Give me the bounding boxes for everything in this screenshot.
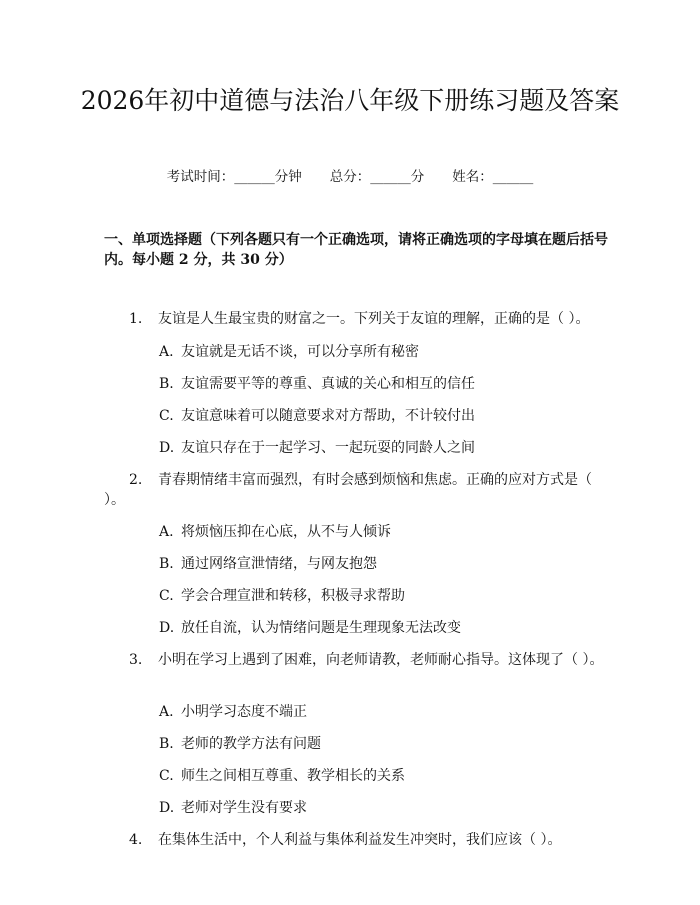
- total-score-unit: 分: [410, 169, 425, 185]
- question-stem: 青春期情绪丰富而强烈，有时会感到烦恼和焦虑。正确的应对方式是（ ）。: [104, 472, 592, 508]
- question-1-option-c: [159, 406, 599, 426]
- option-text: 友谊需要平等的尊重、真诚的关心和相互的信任: [181, 376, 475, 392]
- option-letter: D.: [159, 440, 175, 456]
- page-title: 2026年初中道德与法治八年级下册练习题及答案: [80, 86, 620, 115]
- question-3-option-a: [159, 702, 599, 722]
- name-blank: ______: [492, 169, 534, 185]
- question-stem: 在集体生活中，个人利益与集体利益发生冲突时，我们应该（ ）。: [158, 832, 562, 848]
- option-text: 将烦恼压抑在心底，从不与人倾诉: [181, 524, 391, 540]
- question-1-option-a: [159, 342, 599, 362]
- option-letter: D.: [159, 800, 175, 816]
- question-2-option-a: [159, 522, 599, 542]
- option-text: 师生之间相互尊重、教学相长的关系: [181, 768, 405, 784]
- question-number: 1.: [129, 311, 143, 327]
- option-letter: B.: [159, 736, 174, 752]
- question-stem: 友谊是人生最宝贵的财富之一。下列关于友谊的理解，正确的是（ ）。: [158, 311, 590, 327]
- question-3-option-d: [159, 798, 599, 818]
- option-letter: A.: [159, 344, 174, 360]
- option-text: 友谊只存在于一起学习、一起玩耍的同龄人之间: [181, 440, 475, 456]
- option-text: 老师对学生没有要求: [181, 800, 307, 816]
- question-stem: 小明在学习上遇到了困难，向老师请教，老师耐心指导。这体现了（ ）。: [158, 652, 604, 668]
- question-2: [104, 470, 604, 510]
- option-letter: C.: [159, 588, 174, 604]
- section-heading: 一、单项选择题（下列各题只有一个正确选项，请将正确选项的字母填在题后括号内。每小题 2 分，共 30 分）: [104, 232, 608, 268]
- option-text: 放任自流，认为情绪问题是生理现象无法改变: [181, 620, 461, 636]
- option-text: 老师的教学方法有问题: [181, 736, 321, 752]
- exam-time-blank: ______: [234, 169, 275, 185]
- exam-time-label: 考试时间：: [166, 169, 235, 185]
- option-letter: A.: [159, 704, 174, 720]
- question-2-option-b: [159, 554, 599, 574]
- option-text: 友谊意味着可以随意要求对方帮助，不计较付出: [181, 408, 475, 424]
- question-1-option-b: [159, 374, 599, 394]
- exam-time-unit: 分钟: [274, 169, 302, 185]
- question-number: 3.: [129, 652, 143, 668]
- option-letter: A.: [159, 524, 174, 540]
- question-2-option-c: [159, 586, 599, 606]
- question-4: [104, 830, 604, 850]
- option-letter: C.: [159, 408, 174, 424]
- total-score-blank: ______: [370, 169, 411, 185]
- question-number: 4.: [129, 832, 143, 848]
- question-2-option-d: [159, 618, 599, 638]
- option-letter: C.: [159, 768, 174, 784]
- option-text: 学会合理宣泄和转移，积极寻求帮助: [181, 588, 405, 604]
- question-number: 2.: [129, 472, 143, 488]
- option-text: 通过网络宣泄情绪，与网友抱怨: [181, 556, 377, 572]
- question-1: [104, 309, 604, 329]
- question-3-option-c: [159, 766, 599, 786]
- option-letter: B.: [159, 556, 174, 572]
- name-label: 姓名：: [452, 169, 493, 185]
- total-score-label: 总分：: [329, 169, 371, 185]
- question-3-option-b: [159, 734, 599, 754]
- option-text: 友谊就是无话不谈，可以分享所有秘密: [181, 344, 419, 360]
- question-3: [104, 650, 604, 670]
- question-1-option-d: [159, 438, 599, 458]
- exam-info-line: [0, 167, 700, 187]
- option-letter: B.: [159, 376, 174, 392]
- option-text: 小明学习态度不端正: [181, 704, 307, 720]
- option-letter: D.: [159, 620, 175, 636]
